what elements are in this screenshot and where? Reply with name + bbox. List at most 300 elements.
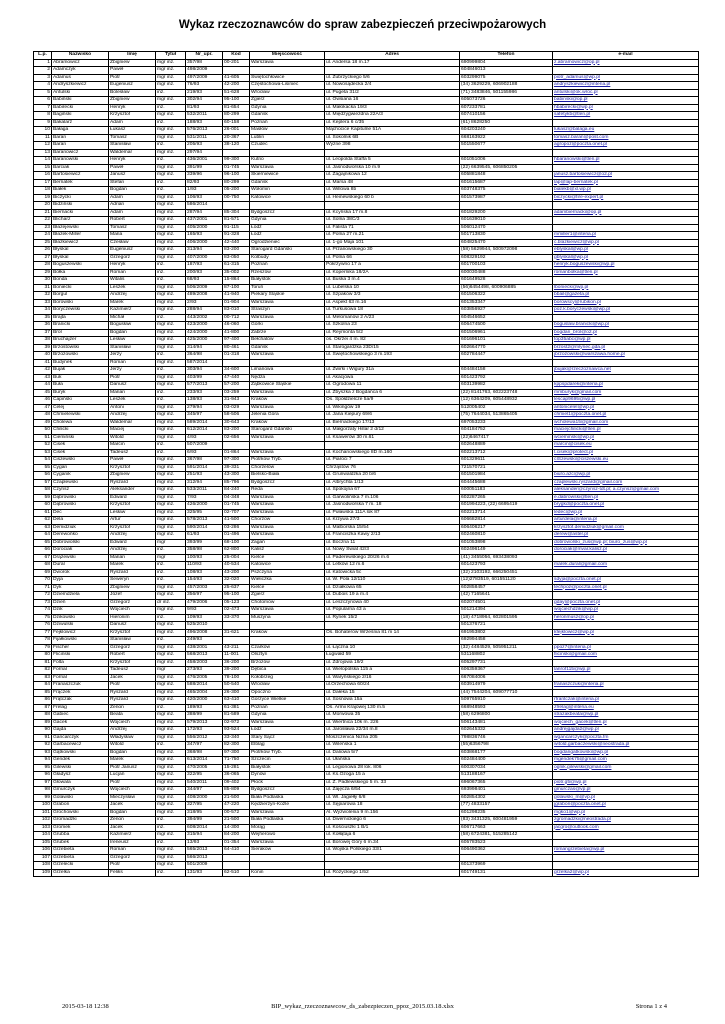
cell-email[interactable]: antoniceleI@wp.pl — [553, 404, 699, 412]
table-row — [34, 577, 699, 585]
cell-lp: 82 — [34, 667, 52, 675]
cell-email[interactable]: e.dabrowski@tlen.pl — [553, 494, 699, 502]
cell-email[interactable] — [553, 839, 699, 847]
cell-city: Warszawa — [250, 719, 325, 727]
cell-postal-code: 51-628 — [223, 89, 250, 97]
cell-email[interactable]: z.abramowicz@op.pl — [553, 59, 699, 67]
cell-lp: 39 — [34, 344, 52, 352]
cell-email[interactable]: mmiller1@interia.pl — [553, 232, 699, 240]
cell-email[interactable]: zfrelag@interia.eu — [553, 704, 699, 712]
cell-postal-code: 91-115 — [223, 224, 250, 232]
cell-city: Ząbkowice Śląskie — [250, 382, 325, 390]
cell-address: ul. Żwirki i Wigury 31a — [325, 367, 460, 375]
cell-surname: Branicki — [52, 322, 109, 330]
cell-lp: 48 — [34, 412, 52, 420]
cell-email[interactable]: lukasz@balaga.eu — [553, 127, 699, 135]
cell-phone: 600051183 — [460, 487, 553, 495]
cell-email[interactable]: wgancarczyk@poczta.fm — [553, 734, 699, 742]
cell-phone: (32) 2103192, 666250451 — [460, 569, 553, 577]
cell-city: Lublin — [250, 134, 325, 142]
table-row — [34, 787, 699, 795]
cell-surname: Biernacki — [52, 209, 109, 217]
cell-surname: Babirecki — [52, 104, 109, 112]
table-row — [34, 592, 699, 600]
cell-surname: Gromadzki — [52, 817, 109, 825]
cell-email[interactable] — [553, 217, 699, 225]
cell-license-no: 339/96 — [186, 172, 223, 180]
cell-lp: 99 — [34, 794, 52, 802]
cell-license-no: 565/2013 — [186, 847, 223, 855]
cell-city — [250, 202, 325, 210]
cell-surname: Baranowicz — [52, 149, 109, 157]
cell-city: Warszawa — [250, 494, 325, 502]
cell-title: mgr inż. — [156, 457, 186, 465]
cell-email[interactable]: wcieminski@wp.pl — [553, 434, 699, 442]
cell-lp: 38 — [34, 337, 52, 345]
cell-email[interactable] — [553, 359, 699, 367]
cell-surname: Bernatek — [52, 179, 109, 187]
cell-email[interactable]: babinski@op.pl — [553, 97, 699, 105]
cell-phone — [460, 359, 553, 367]
table-row — [34, 607, 699, 615]
table-row — [34, 487, 699, 495]
cell-email[interactable]: boguslaw.branicki@wp.pl — [553, 322, 699, 330]
cell-address: ul. Rynek 15/2 — [325, 614, 460, 622]
cell-email[interactable] — [553, 862, 699, 870]
cell-phone: 602784447 — [460, 352, 553, 360]
cell-title: mgr inż. — [156, 344, 186, 352]
cell-title: mgr inż. — [156, 337, 186, 345]
cell-lp: 100 — [34, 802, 52, 810]
cell-title: mgr inż. — [156, 322, 186, 330]
cell-lp: 17 — [34, 179, 52, 187]
cell-email[interactable]: borowscy@rubikon.pl — [553, 299, 699, 307]
cell-title: mgr inż. — [156, 247, 186, 255]
cell-title: mgr inż. — [156, 809, 186, 817]
cell-title: mgr inż. — [156, 712, 186, 720]
cell-email[interactable] — [553, 592, 699, 600]
cell-postal-code: 33-370 — [223, 614, 250, 622]
cell-license-no: 391/99 — [186, 164, 223, 172]
cell-email[interactable] — [553, 164, 699, 172]
cell-phone: 605297731 — [460, 659, 553, 667]
cell-email[interactable]: dorociak@mvar.kalisz.pl — [553, 547, 699, 555]
cell-city: Biała Podlaska — [250, 794, 325, 802]
cell-first-name: Czesław — [109, 239, 156, 247]
cell-email[interactable]: techpoz@poczta.onet.pl — [553, 584, 699, 592]
table-row — [34, 614, 699, 622]
cell-city: Rzeszów — [250, 269, 325, 277]
cell-email[interactable]: sdyja@poczta.onet.pl — [553, 577, 699, 585]
cell-title: mgr inż. — [156, 419, 186, 427]
cell-lp: 85 — [34, 689, 52, 697]
cell-email[interactable] — [553, 277, 699, 285]
cell-license-no: 110/93 — [186, 562, 223, 570]
cell-email[interactable]: bialekb@xl.wp.pl — [553, 187, 699, 195]
cell-postal-code: 38-120 — [223, 142, 250, 150]
cell-phone: 602287265 — [460, 494, 553, 502]
cell-license-no: 408/2000 — [186, 794, 223, 802]
cell-address: ul. Daliowa 5/7 — [325, 749, 460, 757]
cell-city: Wrocław — [250, 89, 325, 97]
cell-lp: 44 — [34, 382, 52, 390]
cell-address: ul. Malborska 15/54 — [325, 524, 460, 532]
cell-address: ul. Zagajnikowa 12 — [325, 172, 460, 180]
header-first-name: Imię — [109, 52, 156, 60]
cell-surname: Derewońko — [52, 532, 109, 540]
cell-title: mgr inż. — [156, 217, 186, 225]
cell-email[interactable] — [553, 854, 699, 862]
cell-email[interactable] — [553, 374, 699, 382]
cell-first-name: Kazimierz — [109, 832, 156, 840]
cell-email[interactable] — [553, 119, 699, 127]
cell-lp: 54 — [34, 457, 52, 465]
cell-surname: Babiński — [52, 97, 109, 105]
cell-email[interactable]: agropoz@poczta.onet.pl — [553, 142, 699, 150]
cell-postal-code: 68-100 — [223, 539, 250, 547]
cell-email[interactable]: cISzewski@ciszewski.eu — [553, 457, 699, 465]
cell-city — [250, 67, 325, 75]
cell-lp: 5 — [34, 89, 52, 97]
cell-email[interactable]: t.cisek@protect.pl — [553, 449, 699, 457]
cell-surname: Brajta — [52, 314, 109, 322]
cell-title: mgr inż. — [156, 307, 186, 315]
table-row — [34, 434, 699, 442]
cell-lp: 26 — [34, 247, 52, 255]
cell-postal-code: 21-500 — [223, 817, 250, 825]
cell-surname: Biczycki — [52, 194, 109, 202]
cell-email[interactable]: hbaranowski@tlen.pl — [553, 157, 699, 165]
cell-postal-code: 20-367 — [223, 134, 250, 142]
cell-title: mgr inż. — [156, 532, 186, 540]
cell-email[interactable]: kfejklowicz@wp.pl — [553, 629, 699, 637]
table-row — [34, 832, 699, 840]
cell-email[interactable]: zgromadzki@neostrada.pl — [553, 817, 699, 825]
cell-email[interactable]: bogdangatkowski@wp.pl — [553, 749, 699, 757]
cell-email[interactable] — [553, 67, 699, 75]
cell-license-no: 525/2010 — [186, 622, 223, 630]
cell-license-no: 76/93 — [186, 82, 223, 90]
cell-phone: 501713830 — [460, 232, 553, 240]
cell-email[interactable]: romanbolka@tlen.pl — [553, 269, 699, 277]
cell-lp: 53 — [34, 449, 52, 457]
cell-email[interactable]: eblyskal@wp.pl — [553, 247, 699, 255]
cell-email[interactable]: golawski_m@vp.pl — [553, 794, 699, 802]
cell-email[interactable] — [553, 464, 699, 472]
cell-email[interactable] — [553, 554, 699, 562]
cell-phone: 601423792 — [460, 374, 553, 382]
cell-license-no: 443/2002 — [186, 314, 223, 322]
cell-email[interactable]: hbabirecki@wp.pl — [553, 104, 699, 112]
cell-city: Łódź — [250, 232, 325, 240]
cell-email[interactable]: grzelka2@wp.pl — [553, 869, 699, 877]
cell-lp: 18 — [34, 187, 52, 195]
cell-email[interactable]: wojciechdzik@wp.pl — [553, 607, 699, 615]
cell-phone: 602213714 — [460, 509, 553, 517]
table-row — [34, 134, 699, 142]
cell-email[interactable]: biczycki@fire-expert.pl — [553, 194, 699, 202]
cell-surname: Frelag — [52, 704, 109, 712]
cell-email[interactable]: andrejgajda2@wp.pl — [553, 727, 699, 735]
cell-email[interactable]: biuro.azc@wp.pl — [553, 472, 699, 480]
cell-email[interactable]: ognik.gilewski@gmail.com — [553, 764, 699, 772]
cell-first-name: Roman — [109, 269, 156, 277]
cell-email[interactable]: bbail@gazeta.pl — [553, 292, 699, 300]
cell-lp: 41 — [34, 359, 52, 367]
cell-postal-code: 40-534 — [223, 562, 250, 570]
cell-postal-code: 03-286 — [223, 524, 250, 532]
cell-email[interactable]: lap@lap-bernatek.pl — [553, 179, 699, 187]
cell-phone: 692994458 — [460, 637, 553, 645]
cell-lp: 74 — [34, 607, 52, 615]
cell-license-no: 489/2008 — [186, 292, 223, 300]
cell-surname: Grubba — [52, 832, 109, 840]
cell-license-no: 288/94 — [186, 307, 223, 315]
cell-email[interactable]: brzost2@mlynec.gda.pl — [553, 344, 699, 352]
cell-email[interactable]: poz.k.boryczewski@wp.pl — [553, 307, 699, 315]
cell-email[interactable]: marek.dural@gmail.com — [553, 562, 699, 570]
table-row — [34, 277, 699, 285]
cell-lp: 58 — [34, 487, 52, 495]
cell-email[interactable] — [553, 569, 699, 577]
table-row — [34, 494, 699, 502]
cell-email[interactable]: arturdela@interia.pl — [553, 517, 699, 525]
cell-city: Płock — [250, 779, 325, 787]
cell-lp: 32 — [34, 292, 52, 300]
cell-email[interactable]: andryszkiewicz@interia.pl — [553, 82, 699, 90]
table-row — [34, 74, 699, 82]
cell-city: Warszawa — [250, 434, 325, 442]
cell-address: ul. Jasnodworska 7 m. 18 — [325, 502, 460, 510]
cell-email[interactable]: c.blazkiewicz@wp.pl — [553, 239, 699, 247]
table-row — [34, 419, 699, 427]
cell-city: Dębica — [250, 667, 325, 675]
cell-address: ul. Dałeka 15 — [325, 689, 460, 697]
cell-lp: 81 — [34, 659, 52, 667]
cell-first-name: Krzysztof — [109, 629, 156, 637]
cell-lp: 20 — [34, 202, 52, 210]
cell-email[interactable] — [553, 314, 699, 322]
cell-email[interactable]: lbonieck@wp.pl — [553, 284, 699, 292]
cell-postal-code: 64-410 — [223, 847, 250, 855]
cell-city: Kielce — [250, 584, 325, 592]
cell-postal-code: 43-300 — [223, 472, 250, 480]
cell-postal-code: 36-200 — [223, 659, 250, 667]
cell-email[interactable]: strazakbeata@wp.pl — [553, 712, 699, 720]
cell-postal-code — [223, 854, 250, 862]
cell-title: inż. — [156, 547, 186, 555]
cell-email[interactable]: jgrabon@poczta.onet.pl — [553, 802, 699, 810]
cell-city — [250, 149, 325, 157]
cell-postal-code: 02-707 — [223, 509, 250, 517]
cell-email[interactable] — [553, 149, 699, 157]
cell-title: mgr inż. — [156, 464, 186, 472]
cell-email[interactable] — [553, 832, 699, 840]
cell-city: Żagań — [250, 539, 325, 547]
cell-email[interactable]: heronmusz@op.pl — [553, 614, 699, 622]
cell-lp: 7 — [34, 104, 52, 112]
cell-phone: 668163922 — [460, 134, 553, 142]
cell-address: ul. Letków 12 m.6 — [325, 562, 460, 570]
cell-first-name: Jacek — [109, 802, 156, 810]
cell-email[interactable]: rfrantczak@interia.pl — [553, 697, 699, 705]
cell-address: ul. Wikingów 19 — [325, 404, 460, 412]
cell-email[interactable]: piotr.g5@wp.pl — [553, 779, 699, 787]
cell-lp: 103 — [34, 824, 52, 832]
cell-email[interactable]: safetykb@tlen.pl — [553, 112, 699, 120]
cell-city: Kołobrzeg — [250, 674, 325, 682]
cell-email[interactable]: bogdan_brol@o2.pl — [553, 329, 699, 337]
table-row — [34, 292, 699, 300]
cell-surname: Gromek — [52, 824, 109, 832]
cell-surname: Andryszkiewicz — [52, 82, 109, 90]
cell-email[interactable]: aleksander@czynsz-tdt.pl; a.czynsz@gmail.com — [553, 487, 699, 495]
cell-lp: 73 — [34, 599, 52, 607]
cell-license-no: 358/98 — [186, 547, 223, 555]
cell-address: ul. Melomanów 2 A/23 — [325, 314, 460, 322]
cell-address: ul. Przanowskiego 30 — [325, 247, 460, 255]
cell-first-name: Piotr Janusz — [109, 764, 156, 772]
cell-email[interactable]: witold.garbaczewski@neostrada.pl — [553, 742, 699, 750]
cell-address: Wyżne 398 — [325, 142, 460, 150]
cell-city: Bydgoszcz — [250, 479, 325, 487]
cell-email[interactable]: piotr_adamus@wp.pl — [553, 74, 699, 82]
cell-first-name: Grzegorz — [109, 644, 156, 652]
cell-postal-code: 33-340 — [223, 734, 250, 742]
cell-city: Gdańsk — [250, 179, 325, 187]
cell-email[interactable]: kppspdarek@interia.pl — [553, 382, 699, 390]
cell-address: Al. Wyzwolenia 9 m.156 — [325, 809, 460, 817]
cell-email[interactable]: mgendek75@gmail.com — [553, 757, 699, 765]
cell-city: Czudec — [250, 142, 325, 150]
cell-email[interactable]: gday@poczta.onet.pl — [553, 599, 699, 607]
cell-title: inż. — [156, 352, 186, 360]
cell-title: mgr inż. — [156, 194, 186, 202]
cell-email[interactable] — [553, 659, 699, 667]
cell-postal-code: 83-200 — [223, 247, 250, 255]
cell-surname: Błażejewski — [52, 224, 109, 232]
cell-surname: Błażek-Miller — [52, 232, 109, 240]
cell-email[interactable]: jbujak@rzeczoznawca.net — [553, 367, 699, 375]
cell-phone: 506012470 — [460, 224, 553, 232]
cell-surname: Cyganik — [52, 472, 109, 480]
cell-email[interactable]: mgko1@wp.pl — [553, 809, 699, 817]
cell-email[interactable]: gmurczas@vp.pl — [553, 787, 699, 795]
cell-city: Gdynia — [250, 104, 325, 112]
cell-email[interactable] — [553, 689, 699, 697]
cell-email[interactable]: jbrzozowski@warszawa.home.pl — [553, 352, 699, 360]
cell-email[interactable]: top35abc@wp.pl — [553, 337, 699, 345]
cell-email[interactable] — [553, 674, 699, 682]
cell-license-no: 426/2000 — [186, 502, 223, 510]
cell-email[interactable]: tomasz.baran@post.com — [553, 134, 699, 142]
cell-license-no: 287/94 — [186, 209, 223, 217]
cell-city — [250, 862, 325, 870]
cell-license-no: 187/93 — [186, 262, 223, 270]
cell-email[interactable]: derew@aster.pl — [553, 532, 699, 540]
cell-email[interactable]: ledec@wp.pl — [553, 509, 699, 517]
cell-email[interactable] — [553, 772, 699, 780]
cell-phone: (32) 4484529, 505951211 — [460, 644, 553, 652]
cell-email[interactable]: gblyskal@wp.pl — [553, 254, 699, 262]
cell-email[interactable] — [553, 202, 699, 210]
cell-email[interactable]: brygkd@poczta.onet.pl — [553, 502, 699, 510]
cell-email[interactable]: franaszczuk@interia.pl — [553, 682, 699, 690]
cell-email[interactable]: jacgro@outlook.com — [553, 824, 699, 832]
table-row — [34, 794, 699, 802]
cell-postal-code: 97-300 — [223, 749, 250, 757]
cell-email[interactable]: czaplewski.ryszard@gmail.com — [553, 479, 699, 487]
cell-email[interactable]: ppoz7@interia.pl — [553, 644, 699, 652]
cell-address: Chrząstów 76 — [325, 464, 460, 472]
cell-email[interactable]: marcin@cisek.eu — [553, 442, 699, 450]
cell-email[interactable]: mmburyk@gmail.com — [553, 389, 699, 397]
cell-postal-code: 01-745 — [223, 502, 250, 510]
cell-address: ul. Garwolińska 7 m.106 — [325, 494, 460, 502]
cell-email[interactable]: romangrzebieta@wp.pl — [553, 847, 699, 855]
cell-phone: 667084006 — [460, 674, 553, 682]
cell-email[interactable] — [553, 637, 699, 645]
cell-email[interactable]: lescap9695@wp.pl — [553, 397, 699, 405]
cell-title: inż. — [156, 277, 186, 285]
cell-surname: Cisek — [52, 442, 109, 450]
cell-email[interactable]: flicinski@gmail.com — [553, 652, 699, 660]
cell-city — [250, 854, 325, 862]
cell-surname: Bałaga — [52, 127, 109, 135]
cell-license-no: 172/93 — [186, 727, 223, 735]
cell-first-name: Marian — [109, 554, 156, 562]
cell-title: inż. — [156, 389, 186, 397]
cell-lp: 76 — [34, 622, 52, 630]
cell-title: mgr inż. — [156, 164, 186, 172]
cell-email[interactable]: maciejchilicki@tlen.pl — [553, 427, 699, 435]
cell-city: Zgierz — [250, 592, 325, 600]
cell-surname: Budynek — [52, 359, 109, 367]
cell-first-name: Roman — [109, 847, 156, 855]
cell-email[interactable]: adambiernacki@op.pl — [553, 209, 699, 217]
cell-address: ul. Zbyszka z Bogdańca 6 — [325, 389, 460, 397]
cell-phone: 693998401 — [460, 787, 553, 795]
cell-email[interactable]: wcholewa15@gmail.com — [553, 419, 699, 427]
cell-email[interactable]: krzysztof.demidziuk@gmail.com — [553, 524, 699, 532]
cell-title: mgr inż. — [156, 779, 186, 787]
cell-license-no: 576/2013 — [186, 127, 223, 135]
cell-lp: 109 — [34, 869, 52, 877]
cell-email[interactable]: janusz.bartosiewicz@o2.pl — [553, 172, 699, 180]
cell-email[interactable] — [553, 224, 699, 232]
cell-email[interactable]: wojciech_gacek@tlen.pl — [553, 719, 699, 727]
cell-email[interactable]: chmiel1@poczta.onet.pl — [553, 412, 699, 420]
cell-phone: 602854302 — [460, 794, 553, 802]
cell-title: inż. — [156, 314, 186, 322]
cell-address: Mąchocice Kapitulne 51A — [325, 127, 460, 135]
cell-email[interactable]: lanrof115@wp.pl — [553, 667, 699, 675]
cell-city: Konin — [250, 869, 325, 877]
cell-address — [325, 854, 460, 862]
table-row — [34, 502, 699, 510]
cell-address: ul. Reymonta 5/2 — [325, 329, 460, 337]
cell-city: Piotrków Tryb. — [250, 749, 325, 757]
cell-postal-code: 62-800 — [223, 547, 250, 555]
cell-surname: Czaplewski — [52, 479, 109, 487]
cell-phone: 509765910 — [460, 697, 553, 705]
cell-address: ul. Kościuszki 1 B/1 — [325, 824, 460, 832]
cell-email[interactable] — [553, 622, 699, 630]
cell-email[interactable]: dobrowolski_zus@wp.pl; biuro_zus@wp.pl — [553, 539, 699, 547]
cell-email[interactable]: henryk.boguszewski@wp.pl — [553, 262, 699, 270]
cell-phone: 607410156 — [460, 112, 553, 120]
cell-email[interactable]: antulski@ok.wroc.pl — [553, 89, 699, 97]
